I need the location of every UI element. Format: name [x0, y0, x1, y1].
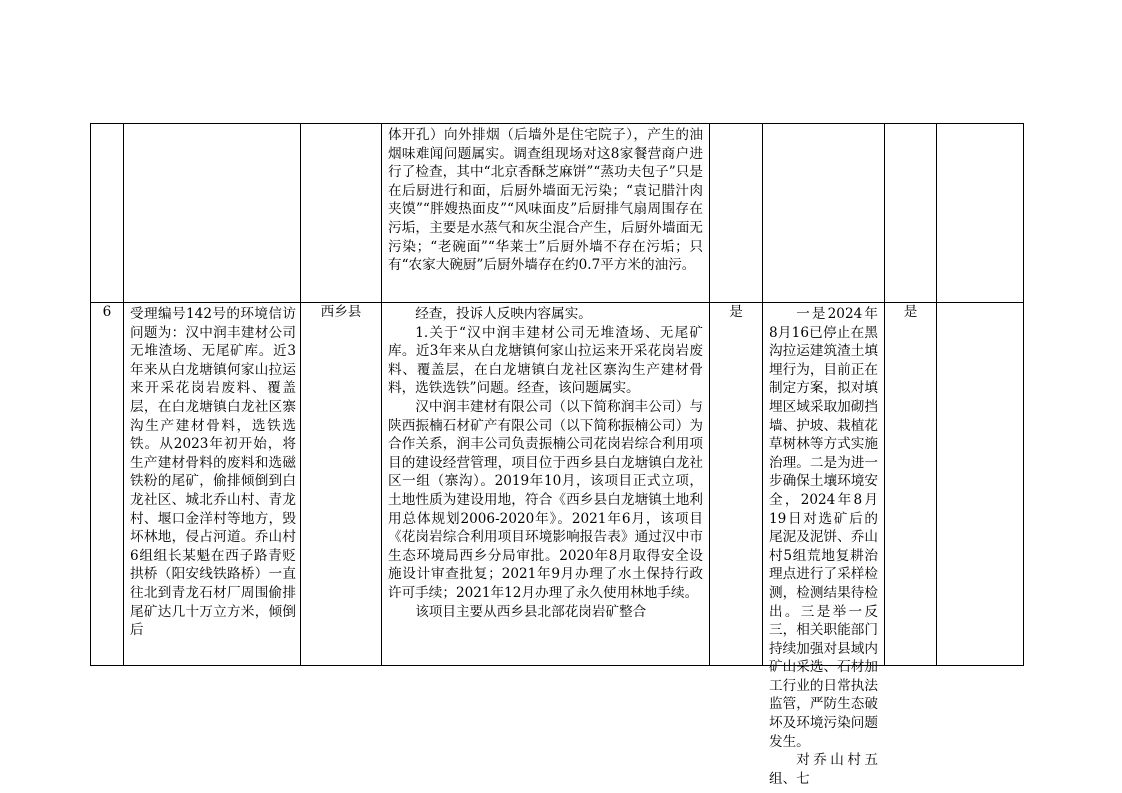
- result-summary: 经查，投诉人反映内容属实。: [415, 306, 592, 322]
- handling-continuation: 对乔山村五组、七: [769, 752, 878, 787]
- investigation-result-cell: [382, 303, 710, 666]
- verified-cell: 是: [710, 303, 763, 666]
- result-item-1: 1.关于“汉中润丰建材公司无堆渣场、无尾矿库。近3年来从白龙塘镇何家山拉运来开采花岗岩废料、覆盖层，在白龙塘镇白龙社区寨沟生产建材骨料，选铁选铁”问题。经查，该问题属实。: [388, 324, 703, 397]
- complaint-cell: [124, 303, 301, 666]
- verified-cell: [710, 124, 763, 303]
- handling-cell: [763, 124, 885, 303]
- county-cell: [301, 124, 382, 303]
- complaint-cell: [124, 124, 301, 303]
- handling-cell: [763, 303, 885, 787]
- row-number-cell: [91, 124, 124, 303]
- county-cell: 西乡县: [301, 303, 382, 666]
- closed-cell: 是: [885, 303, 937, 666]
- result-paragraph: 体开孔）向外排烟（后墙外是住宅院子），产生的油烟味难闻问题属实。调查组现场对这8家餐营商户进行了检查，其中“北京香酥芝麻饼”“蒸功夫包子”只是在后厨进行和面，后厨外墙面无污染；“袁记腊汁肉夹馍”“胖嫂热面皮”“风味面皮”后厨排气扇周围存在污垢，主要是水蒸气和灰尘混合产生，后厨外墙面无污染；“老碗面”“华莱士”后厨外墙不存在污垢；只有“农家大碗厨”后厨外墙存在约0.7平方米的油污。: [388, 127, 703, 274]
- table-row-continued: [91, 124, 1024, 303]
- result-continuation: 该项目主要从西乡县北部花岗岩矿整合: [415, 603, 647, 620]
- row-number-cell: 6: [91, 303, 124, 666]
- table-row-6: [91, 303, 1024, 666]
- remarks-cell: [937, 124, 1024, 303]
- handling-measures: 一是2024年8月16已停止在黑沟拉运建筑渣土填埋行为，目前正在制定方案，拟对填埋区域采取加砌挡墙、护坡、栽植花草树林等方式实施治理。二是为进一步确保土壤环境安全，2024年8月19日对选矿后的尾泥及泥饼、乔山村5组荒地复耕治理点进行了采样检测，检测结果待检出。三是举一反三，相关职能部门持续加强对县域内矿山采选、石材加工行业的日常执法监管，严防生态破坏及环境污染问题发生。: [769, 306, 878, 750]
- complaint-text: 受理编号142号的环境信访问题为：汉中润丰建材公司无堆渣场、无尾矿库。近3年来从白龙塘镇何家山拉运来开采花岗岩废料、覆盖层，在白龙塘镇白龙社区寨沟生产建材骨料，选铁选铁。从2023年初开始，将生产建材骨料的废料和选磁铁粉的尾矿，偷排倾倒到白龙社区、城北乔山村、青龙村、堰口金洋村等地方，毁坏林地，侵占河道。乔山村6组组长某魁在西子路青贬拱桥（阳安线铁路桥）一直往北到青龙石材厂周围偷排尾矿达几十万立方米，倾倒后: [130, 306, 296, 639]
- complaint-table: [90, 123, 1024, 787]
- remarks-cell: [937, 303, 1024, 666]
- closed-cell: [885, 124, 937, 303]
- investigation-result-cell: [382, 124, 710, 303]
- result-company-background: 汉中润丰建材有限公司（以下简称润丰公司）与陕西振楠石材矿产有限公司（以下简称振楠公司）为合作关系，润丰公司负责振楠公司花岗岩综合利用项目的建设经营管理，项目位于西乡县白龙塘镇白龙社区一组（寨沟）。2019年10月，该项目正式立项，土地性质为建设用地，符合《西乡县白龙塘镇土地利用总体规划2006-2020年》。2021年6月，该项目《花岗岩综合利用项目环境影响报告表》通过汉中市生态环境局西乡分局审批。2020年8月取得安全设施设计审查批复；2021年9月办理了水土保持行政许可手续；2021年12月办理了永久使用林地手续。: [388, 398, 703, 601]
